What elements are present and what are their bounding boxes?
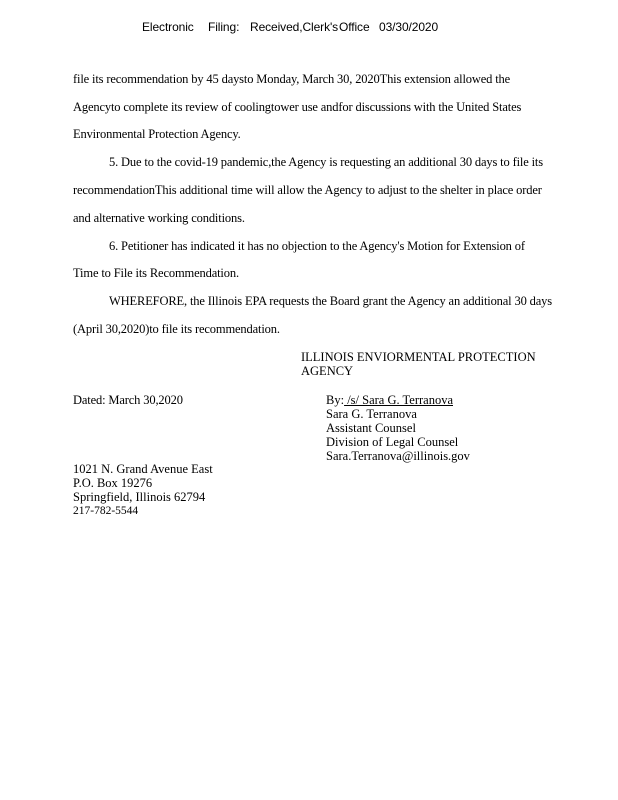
filing-stamp-header [142,20,438,34]
address-block [73,462,213,518]
paragraph-1-line-3: Environmental Protection Agency. [73,127,241,141]
signatory-email: Sara.Terranova@illinois.gov [326,449,470,463]
header-office: Office [339,20,370,34]
signatory-division: Division of Legal Counsel [326,435,459,449]
signature-block [326,393,470,463]
header-received-clerks: Received,Clerk's [250,20,339,34]
header-filing: Filing: [208,20,240,34]
address-street: 1021 N. Grand Avenue East [73,462,213,476]
paragraph-1-line-1: file its recommendation by 45 daysto Monday, March 30, 2020This extension allowed the [73,72,511,86]
wherefore-line-2: (April 30,2020)to file its recommendation. [73,322,280,336]
signature-name-underlined: /s/ Sara G. Terranova [344,393,453,407]
header-electronic: Electronic [142,20,194,34]
paragraph-5-line-1: 5. Due to the covid-19 pandemic,the Agency is requesting an additional 30 days to file its [109,155,543,169]
agency-name-block [301,350,536,378]
agency-name-line-2: AGENCY [301,364,354,378]
signature-by-line [326,393,470,407]
dated-line: Dated: March 30,2020 [73,393,183,407]
address-phone: 217-782-5544 [73,505,139,517]
address-city: Springfield, Illinois 62794 [73,490,206,504]
signatory-title: Assistant Counsel [326,421,416,435]
paragraph-5-line-2: recommendationThis additional time will allow the Agency to adjust to the shelter in place order [73,183,542,197]
header-date: 03/30/2020 [379,20,439,34]
paragraph-6-line-2: Time to File its Recommendation. [73,266,239,280]
paragraph-6-line-1: 6. Petitioner has indicated it has no objection to the Agency's Motion for Extension of [109,239,525,253]
paragraph-5-line-3: and alternative working conditions. [73,211,245,225]
signature-by-label: By: [326,393,345,407]
agency-name-line-1: ILLINOIS ENVIORMENTAL PROTECTION [301,350,536,364]
wherefore-line-1: WHEREFORE, the Illinois EPA requests the Board grant the Agency an additional 30 days [109,294,552,308]
signatory-name: Sara G. Terranova [326,407,417,421]
paragraph-1-line-2: Agencyto complete its review of coolingtower use andfor discussions with the United States [73,100,522,114]
address-po-box: P.O. Box 19276 [73,476,153,490]
